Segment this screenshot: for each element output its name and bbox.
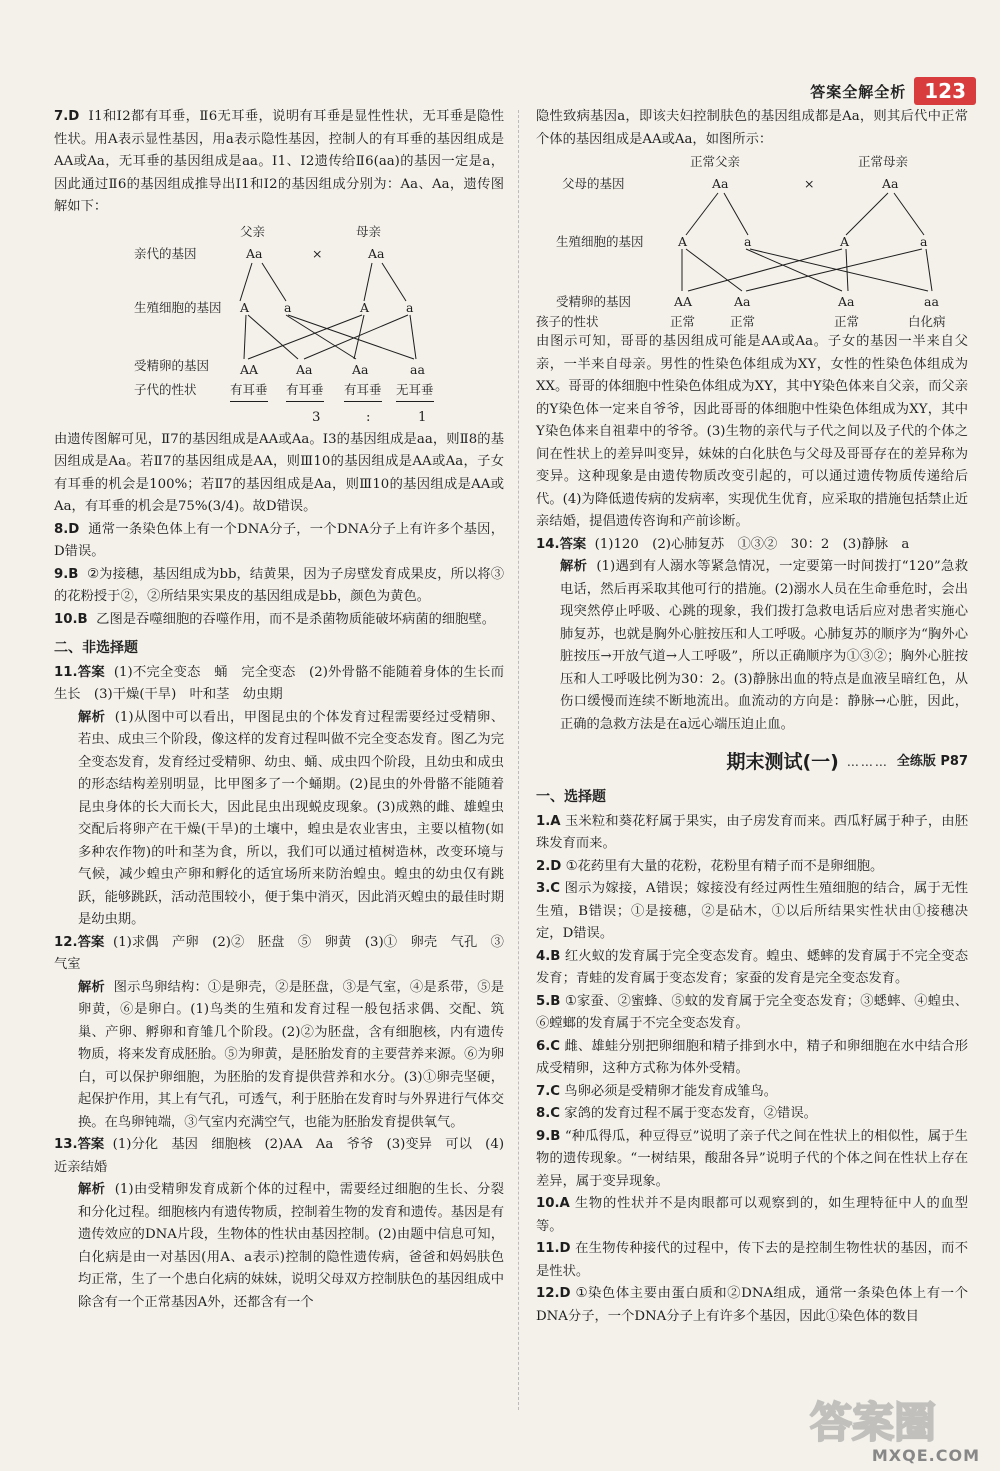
question-number: 1.A — [536, 813, 561, 829]
zygote: Aa — [296, 361, 313, 377]
zygote: aa — [410, 361, 425, 377]
question-number: 12. — [54, 934, 78, 950]
cross-line — [846, 193, 888, 235]
question-number: 6.C — [536, 1038, 561, 1054]
answer-11 — [54, 662, 504, 707]
mc-answer-1 — [536, 811, 968, 856]
mc-answer-3 — [536, 878, 968, 946]
question-number: 11. — [54, 664, 78, 680]
analysis-text: (1)由受精卵发育成新个体的过程中，需要经过细胞的生长、分裂和分化过程。细胞核内有遗传物质，控制着生物的发育和遗传。基因是有遗传效应的DNA片段，生物体的性状由基因控制。(2)由题中信息可知，白化病是由一对基因(用A、a表示)控制的隐性遗传病，爸爸和妈妈肤色均正常，生了一个患白化病的妹妹，说明父母双方控制肤色的基因组成中除含有一个正常基因A外，还都含有一个 — [77, 1182, 504, 1310]
row-label-parents: 父母的基因 — [562, 176, 625, 191]
gamete: A — [360, 299, 370, 315]
trait: 白化病 — [908, 314, 946, 329]
cross-line — [724, 193, 748, 235]
cross-line — [288, 315, 414, 359]
watermark-site: MXQE.COM — [871, 1446, 980, 1465]
cross-line — [686, 193, 718, 235]
row-label-gametes: 生殖细胞的基因 — [134, 299, 222, 315]
mc-answer-4 — [536, 946, 968, 991]
row-label-traits: 孩子的性状 — [536, 314, 599, 329]
gamete: a — [406, 299, 414, 315]
page-header — [810, 74, 976, 108]
answer-text: Ⅰ1和Ⅰ2都有耳垂，Ⅱ6无耳垂，说明有耳垂是显性性状，无耳垂是隐性性状。用A表示显性基因，用a表示隐性基因，控制人的有耳垂的基因组成是AA或Aa，无耳垂的基因组成是aa。Ⅰ1、Ⅰ2遗传给Ⅱ6(aa)的基因一定是a，因此通过Ⅱ6的基因组成推导出Ⅰ1和Ⅰ2的基因组成分别为：Aa、Aa，遗传图解如下： — [54, 109, 504, 214]
mc-answer-6 — [536, 1036, 968, 1081]
answer-text: 在生物传种接代的过程中，传下去的是控制生物性状的基因，而不是性状。 — [536, 1241, 969, 1279]
question-number: 2.D — [536, 858, 562, 874]
analysis-14 — [536, 556, 968, 736]
analysis-label: 解析 — [559, 559, 588, 574]
question-number: 13. — [54, 1137, 78, 1152]
zygote: aa — [924, 294, 939, 309]
cross-line — [364, 263, 372, 301]
analysis-11 — [54, 707, 504, 932]
answer-12 — [54, 932, 518, 977]
test-title: 期末测试(一) — [726, 750, 839, 773]
father-label: 父亲 — [240, 223, 266, 239]
answer-text: (1)分化 基因 细胞核 (2)AA Aa 爷爷 (3)变异 可以 (4)近亲结婚 — [54, 1137, 505, 1175]
mother-label: 正常母亲 — [858, 154, 909, 169]
row-label-parents: 亲代的基因 — [134, 245, 197, 261]
column-divider — [518, 110, 519, 1410]
question-number: 8.C — [536, 1106, 561, 1121]
question-number: 7.D — [54, 109, 80, 124]
question-number: 10.B — [54, 611, 88, 627]
ratio-left: 3 — [312, 409, 321, 425]
trait: 正常 — [670, 314, 696, 329]
cross-line — [248, 315, 298, 359]
ratio-right: 1 — [418, 409, 427, 425]
trait: 有耳垂 — [230, 379, 268, 403]
zygote: Aa — [734, 294, 751, 309]
ratio-separator: : — [366, 409, 371, 425]
answer-text: “种瓜得瓜，种豆得豆”说明了亲子代之间在性状上的相似性，属于生物的遗传现象。“一树结果，酸甜各异”说明子代的个体之间在性状上存在差异，属于变异现象。 — [536, 1128, 968, 1189]
trait: 有耳垂 — [286, 379, 324, 403]
analysis-label: 解析 — [77, 709, 106, 725]
answer-label: 答案 — [77, 664, 105, 680]
question-number: 5.B — [536, 993, 561, 1009]
question-number: 12.D — [536, 1286, 571, 1301]
cross-line — [926, 249, 932, 291]
gamete: A — [240, 299, 250, 315]
answer-label: 答案 — [559, 536, 587, 552]
cross-symbol: × — [312, 245, 323, 261]
gamete: a — [920, 234, 928, 249]
answer-text: ①花药里有大量的花粉，花粉里有精子而不是卵细胞。 — [565, 858, 884, 874]
mother-label: 母亲 — [356, 223, 382, 239]
cross-line — [240, 263, 252, 301]
answer-9 — [54, 564, 504, 609]
gamete: A — [840, 234, 850, 249]
analysis-13-continued: 隐性致病基因a，即该夫妇控制肤色的基因组成都是Aa，则其后代中正常个体的基因组成是AA或Aa，如图所示： — [536, 109, 968, 147]
analysis-12 — [54, 977, 504, 1135]
mc-answer-12 — [536, 1283, 968, 1328]
answer-text: 图示为嫁接，A错误；嫁接没有经过两性生殖细胞的结合，属于无性生殖，B错误；①是接穗，②是砧木，①以后所结果实性状由①接穗决定，D错误。 — [536, 881, 968, 941]
gamete: a — [744, 234, 752, 249]
trait: 正常 — [834, 314, 860, 329]
analysis-label: 解析 — [77, 979, 105, 995]
genetic-diagram-albinism — [536, 151, 968, 331]
answer-text: 雌、雄蛙分别把卵细胞和精子排到水中，精子和卵细胞在水中结合形成受精卵，这种方式称为体外受精。 — [536, 1038, 968, 1076]
question-number: 3.C — [536, 881, 561, 896]
leader-dots: ……… — [846, 754, 889, 769]
answer-text: ①家蚕、②蜜蜂、⑤蚊的发育属于完全变态发育；③蟋蟀、④蝗虫、⑥螳螂的发育属于不完全变态发育。 — [536, 993, 968, 1031]
cross-line — [746, 249, 922, 291]
left-column — [54, 106, 518, 1314]
question-number: 14. — [536, 536, 560, 552]
father-label: 正常父亲 — [690, 154, 741, 169]
cross-line — [746, 249, 842, 291]
row-label-zygotes: 受精卵的基因 — [556, 294, 632, 309]
page-number: 123 — [914, 77, 976, 105]
trait: 正常 — [730, 314, 756, 329]
question-number: 9.B — [536, 1128, 561, 1144]
answer-text: 红火蚁的发育属于完全变态发育。蝗虫、蟋蟀的发育属于不完全变态发育；青蛙的发育属于变态发育；家蚕的发育是完全变态发育。 — [536, 948, 968, 986]
analysis-13 — [54, 1179, 504, 1314]
genetic-diagram-earlobe — [54, 219, 504, 407]
watermark-glyphs: 答案圈 — [810, 1398, 937, 1447]
cross-line — [686, 249, 742, 291]
mc-answer-2 — [536, 856, 968, 879]
section-heading: 二、非选择题 — [54, 640, 138, 656]
analysis-text: 图示鸟卵结构：①是卵壳，②是胚盘，③是气室，④是系带，⑤是卵黄，⑥是卵白。(1)鸟类的生殖和发育过程一般包括求偶、交配、筑巢、产卵、孵卵和育雏几个阶段。(2)②为胚盘，含有细胞核，内有遗传物质，将来发育成胚胎。⑤为卵黄，是胚胎发育的主要营养来源。⑥为卵白，可以保护卵细胞，为胚胎的发育提供营养和水分。(3)①卵壳坚硬，起保护作用，其上有气孔，可透气，利于胚胎在发育时与外界进行气体交换。在鸟卵钝端，③气室内充满空气，也能为胚胎发育提供氧气。 — [77, 979, 504, 1130]
question-number: 4.B — [536, 948, 561, 964]
section-heading: 一、选择题 — [536, 789, 606, 805]
mc-answer-11 — [536, 1238, 968, 1283]
zygote: Aa — [838, 294, 855, 309]
gamete: A — [678, 234, 688, 249]
answer-text: ②为接穗，基因组成为bb，结黄果，因为子房壁发育成果皮，所以将③的花粉授于②，②所结果实果皮的基因组成是bb，颜色为黄色。 — [54, 566, 504, 604]
answer-text: 乙图是吞噬细胞的吞噬作用，而不是杀菌物质能破坏病菌的细胞壁。 — [96, 611, 496, 627]
answer-7 — [54, 106, 504, 219]
right-column — [536, 106, 968, 1328]
analysis-text: (1)遇到有人溺水等紧急情况，一定要第一时间拨打“120”急救电话，然后再采取其他可行的措施。(2)溺水人员在生命垂危时，会出现突然停止呼吸、心跳的现象，我们拨打急救电话后应对患者实施心肺复苏，也就是胸外心脏按压和人工呼吸。心肺复苏的顺序为“胸外心脏按压→开放气道→人工呼吸”，所以正确顺序为①③②；胸外心脏按压和人工呼吸比例为30：2。(3)静脉出血的特点是血液呈暗红色，从伤口缓慢而连续不断地流出。血流动的方向是：静脉→心脏，因此，正确的急救方法是在a远心端压迫止血。 — [559, 559, 968, 732]
analysis-text: (1)从图中可以看出，甲图昆虫的个体发育过程需要经过受精卵、若虫、成虫三个阶段，像这样的发育过程叫做不完全变态发育。图乙为完全变态发育，发育经过受精卵、幼虫、蛹、成虫四个阶段，且幼虫和成虫的形态结构差别明显，比甲图多了一个蛹期。(2)昆虫的外骨骼不能随着昆虫身体的长大而长大，因此昆虫出现蜕皮现象。(3)成熟的雌、雄蝗虫交配后将卵产在干燥(干旱)的土壤中，蝗虫是农业害虫，主要以植物(如多种农作物)的叶和茎为食，所以，我们可以通过植树造林，改变环境与气候，减少蝗虫产卵和孵化的适宜场所来防治蝗虫。蝗虫的幼虫仅有跳跃，能够跳跃，活动范围较小，便于集中消灭，因此消灭蝗虫的最佳时期是幼虫期。 — [77, 709, 504, 927]
test-page-ref: 全练版 P87 — [896, 753, 968, 769]
cross-line — [750, 249, 928, 291]
answer-14 — [536, 534, 968, 557]
mc-answer-8 — [536, 1103, 968, 1126]
question-number: 11.D — [536, 1241, 571, 1256]
parent-genotype: Aa — [882, 176, 899, 191]
cross-line — [382, 263, 406, 301]
answer-label: 答案 — [77, 934, 105, 950]
trait: 无耳垂 — [396, 379, 434, 403]
answer-text: 鸟卵必须是受精卵才能发育成雏鸟。 — [564, 1083, 778, 1099]
header-title: 答案全解全析 — [810, 82, 907, 101]
cross-line — [244, 315, 246, 359]
cross-line — [894, 193, 924, 235]
question-number: 8.D — [54, 521, 80, 537]
answer-text: ①染色体主要由蛋白质和②DNA组成，通常一条染色体上有一个DNA分子，一个DNA分子上有许多个基因，因此①染色体的数目 — [536, 1286, 968, 1324]
parent-genotype: Aa — [368, 245, 385, 261]
cross-symbol: × — [804, 176, 815, 191]
analysis-13-after-diagram: 由图示可知，哥哥的基因组成可能是AA或Aa。子女的基因一半来自父亲，一半来自母亲。男性的性染色体组成为XY，女性的性染色体组成为XX。哥哥的体细胞中性染色体组成为XY，其中Y染色体来自父亲，而父亲的Y染色体一定来自爷爷，因此哥哥的体细胞中性染色体组成为XY，其中Y染色体来自祖辈中的爷爷。(3)生物的亲代与子代之间以及子代的个体之间在性状上的差异叫变异，妹妹的白化肤色与父母及哥哥存在的差异称为变异。这种现象是由遗传物质改变引起的，可以通过遗传物质传递给后代。(4)为降低遗传病的发病率，实现优生优育，应采取的措施包括禁止近亲结婚，提倡遗传咨询和产前诊断。 — [536, 334, 968, 529]
mc-answer-10 — [536, 1193, 968, 1238]
cross-line — [410, 315, 416, 359]
row-label-zygotes: 受精卵的基因 — [134, 357, 210, 373]
parent-genotype: Aa — [712, 176, 729, 191]
parent-genotype: Aa — [246, 245, 263, 261]
question-number: 7.C — [536, 1083, 561, 1099]
answer-8 — [54, 519, 504, 564]
cross-line — [262, 263, 286, 301]
cross-line — [688, 249, 842, 291]
zygote: Aa — [352, 361, 369, 377]
answer-text: (1)求偶 产卵 (2)② 胚盘 ⑤ 卵黄 (3)① 卵壳 气孔 ③ 气室 — [54, 934, 518, 972]
ratio-row — [54, 407, 504, 429]
mc-answer-5 — [536, 991, 968, 1036]
analysis-label: 解析 — [77, 1182, 106, 1197]
answer-label: 答案 — [77, 1137, 105, 1152]
answer-text: 玉米粒和葵花籽属于果实，由子房发育而来。西瓜籽属于种子，由胚珠发育而来。 — [536, 813, 968, 851]
cross-lines — [54, 219, 504, 407]
row-label-traits: 子代的性状 — [134, 381, 197, 397]
answer-text: (1)120 (2)心肺复苏 ①③② 30：2 (3)静脉 a — [594, 536, 910, 552]
answer-text: (1)不完全变态 蛹 完全变态 (2)外骨骼不能随着身体的生长而生长 (3)干燥(干旱) 叶和茎 幼虫期 — [54, 664, 504, 702]
answer-7-continued: 由遗传图解可见，Ⅱ7的基因组成是AA或Aa。Ⅰ3的基因组成是aa，则Ⅱ8的基因组成是Aa。若Ⅱ7的基因组成是AA，则Ⅲ10的基因组成是AA或Aa，子女有耳垂的机会是100%；若Ⅱ7的基因组成是Aa，则Ⅲ10的基因组成是AA或Aa，有耳垂的机会是75%(3/4)。故D错误。 — [54, 431, 504, 514]
row-label-gametes: 生殖细胞的基因 — [556, 234, 644, 249]
mc-answer-9 — [536, 1126, 968, 1194]
answer-text: 通常一条染色体上有一个DNA分子，一个DNA分子上有许多个基因，D错误。 — [54, 521, 504, 559]
zygote: AA — [240, 361, 259, 377]
mc-answer-7 — [536, 1081, 968, 1104]
trait: 有耳垂 — [344, 379, 382, 403]
answer-13 — [54, 1134, 504, 1179]
answer-text: 家鸽的发育过程不属于变态发育，②错误。 — [564, 1106, 817, 1121]
answer-text: 生物的性状并不是肉眼都可以观察到的，如生理特征中人的血型等。 — [536, 1196, 968, 1234]
answer-10 — [54, 609, 504, 632]
test-title-bar — [536, 744, 968, 780]
gamete: a — [284, 299, 292, 315]
cross-line — [846, 249, 848, 291]
question-number: 10.A — [536, 1196, 570, 1211]
zygote: AA — [674, 294, 693, 309]
question-number: 9.B — [54, 566, 79, 582]
